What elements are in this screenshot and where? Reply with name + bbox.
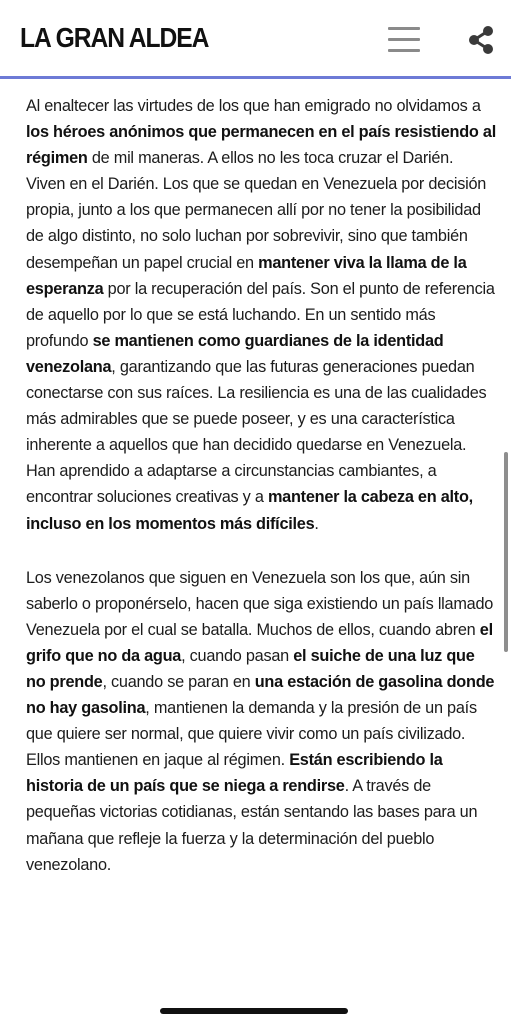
hamburger-menu-icon-bar: [388, 49, 420, 52]
bold-text: se mantienen como guardianes de la identidad venezolana: [26, 331, 444, 376]
home-indicator[interactable]: [160, 1008, 348, 1014]
site-logo[interactable]: LA GRAN ALDEA: [20, 22, 209, 53]
bold-text: el grifo que no da agua: [26, 620, 493, 665]
hamburger-menu-icon-bar: [388, 38, 420, 41]
body-text: , cuando pasan: [181, 646, 294, 665]
scrollbar[interactable]: [504, 452, 508, 652]
bold-text: Están escribiendo la historia de un país que se niega a rendirse: [26, 751, 443, 796]
bold-text: una estación de gasolina donde no hay gasolina: [26, 672, 495, 718]
menu-button[interactable]: [386, 24, 422, 54]
share-icon: [466, 26, 496, 54]
header-divider: [0, 76, 511, 79]
article-paragraph: [26, 565, 496, 878]
article-paragraph: [26, 93, 496, 537]
body-text: .: [314, 514, 319, 533]
article-body: [26, 93, 496, 878]
body-text: de mil maneras. A ellos no les toca cruzar el Darién. Viven en el Darién. Los que se quedan en Venezuela por decisión propia, junto a los que permanecen allí por no tener la posibilidad de algo distinto, no solo luchan por sobrevivir, sino que también desempeñan un papel crucial en: [26, 149, 487, 272]
hamburger-menu-icon: [388, 27, 420, 30]
bold-text: mantener la cabeza en alto, incluso en los momentos más difíciles: [26, 488, 473, 533]
site-header: [0, 0, 511, 76]
body-text: , mantienen la demanda y la presión de un país que quiere ser normal, que quiere vivir como un país civilizado. Ellos mantienen en jaque al régimen.: [26, 699, 477, 770]
bold-text: el suiche de una luz que no prende: [26, 646, 475, 691]
bold-text: los héroes anónimos que permanecen en el país resistiendo al régimen: [26, 123, 496, 168]
body-text: Los venezolanos que siguen en Venezuela son los que, aún sin saberlo o proponérselo, hacen que siga existiendo un país llamado Venezuela por el cual se batalla. Muchos de ellos, cuando abren: [26, 568, 494, 639]
body-text: Al enaltecer las virtudes de los que han emigrado no olvidamos a: [26, 97, 481, 115]
body-text: . A través de pequeñas victorias cotidianas, están sentando las bases para un mañana que refleje la fuerza y la determinación del pueblo venezolano.: [26, 777, 478, 874]
body-text: , cuando se paran en: [102, 672, 255, 691]
share-button[interactable]: [466, 26, 496, 54]
bold-text: mantener viva la llama de la esperanza: [26, 253, 467, 298]
body-text: , garantizando que las futuras generaciones puedan conectarse con sus raíces. La resiliencia es una de las cualidades más admirables que se puede poseer, y es una característica inherente a aquellos que han decidido quedarse en Venezuela. Han aprendido a adaptarse a circunstancias cambiantes, a encontrar soluciones creativas y a: [26, 357, 487, 507]
body-text: por la recuperación del país. Son el punto de referencia de aquello por lo que se está luchando. En un sentido más profundo: [26, 279, 495, 350]
